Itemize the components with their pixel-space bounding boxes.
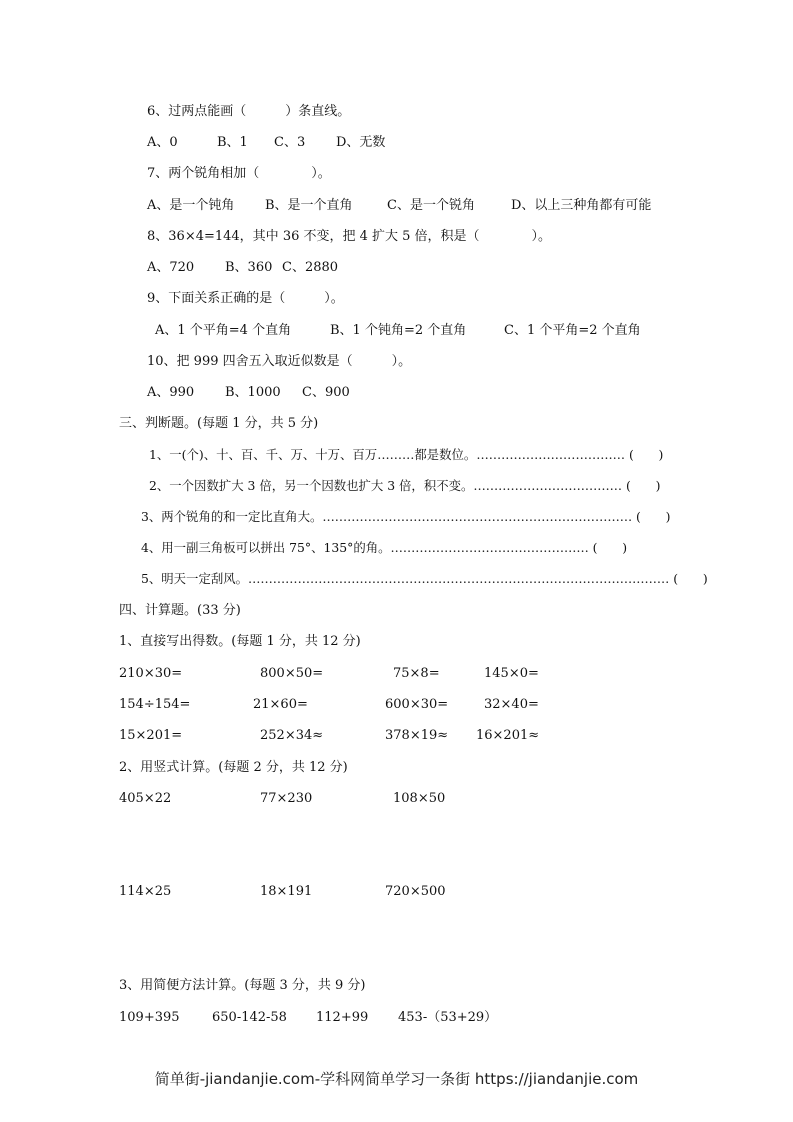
q6-option-d: D、无数	[336, 135, 386, 150]
question-6: 6、过两点能画（ ）条直线。	[147, 104, 351, 119]
calc-heading: 四、计算题。(33 分)	[119, 603, 241, 618]
question-9: 9、下面关系正确的是（ ）。	[147, 291, 344, 306]
judge-item-1: 1、一(个)、十、百、千、万、十万、百万………都是数位。……………………………… ( )	[149, 447, 664, 462]
direct-calc-item: 21×60=	[253, 697, 308, 712]
q7-option-a: A、是一个钝角	[147, 198, 235, 213]
direct-calc-item: 145×0=	[484, 666, 539, 681]
question-8: 8、36×4=144，其中 36 不变，把 4 扩大 5 倍，积是（ ）。	[147, 229, 552, 244]
q6-option-b: B、1	[217, 135, 248, 150]
question-10: 10、把 999 四舍五入取近似数是（ ）。	[147, 354, 412, 369]
simple-calc-item: 453-（53+29）	[398, 1010, 498, 1025]
vertical-calc-item: 405×22	[119, 791, 172, 806]
question-7: 7、两个锐角相加（ ）。	[147, 166, 331, 181]
vertical-calc-item: 18×191	[260, 884, 313, 899]
judge-item-2: 2、一个因数扩大 3 倍，另一个因数也扩大 3 倍，积不变。……………………………… ( )	[149, 478, 661, 493]
direct-calc-item: 600×30=	[385, 697, 449, 712]
judge-heading: 三、判断题。(每题 1 分，共 5 分)	[119, 416, 319, 431]
direct-calc-heading: 1、直接写出得数。(每题 1 分，共 12 分)	[119, 634, 361, 649]
q7-option-d: D、以上三种角都有可能	[511, 198, 652, 213]
q10-option-a: A、990	[147, 385, 195, 400]
simple-calc-heading: 3、用简便方法计算。(每题 3 分，共 9 分)	[119, 978, 366, 993]
footer-site-text: 简单街-jiandanjie.com-学科网简单学习一条街 https://jiandanjie.com	[154, 1070, 639, 1088]
simple-calc-item: 650-142-58	[212, 1010, 287, 1025]
vertical-calc-item: 108×50	[393, 791, 446, 806]
direct-calc-item: 210×30=	[119, 666, 183, 681]
vertical-calc-item: 114×25	[119, 884, 172, 899]
q6-option-a: A、0	[147, 135, 178, 150]
q10-option-c: C、900	[302, 385, 350, 400]
direct-calc-item: 154÷154=	[119, 697, 191, 712]
q7-option-c: C、是一个锐角	[387, 198, 475, 213]
q10-option-b: B、1000	[225, 385, 281, 400]
q7-option-b: B、是一个直角	[265, 198, 353, 213]
vertical-calc-heading: 2、用竖式计算。(每题 2 分，共 12 分)	[119, 760, 348, 775]
direct-calc-item: 252×34≈	[260, 728, 324, 743]
simple-calc-item: 109+395	[119, 1010, 180, 1025]
direct-calc-item: 378×19≈	[385, 728, 449, 743]
vertical-calc-item: 77×230	[260, 791, 313, 806]
vertical-calc-item: 720×500	[385, 884, 446, 899]
direct-calc-item: 15×201=	[119, 728, 183, 743]
direct-calc-item: 800×50=	[260, 666, 324, 681]
judge-item-5: 5、明天一定刮风。………………………………………………………………………………………… ( )	[141, 571, 708, 586]
q9-option-a: A、1 个平角=4 个直角	[155, 323, 292, 338]
q9-option-c: C、1 个平角=2 个直角	[504, 323, 641, 338]
simple-calc-item: 112+99	[316, 1010, 369, 1025]
judge-item-4: 4、用一副三角板可以拼出 75°、135°的角。………………………………………… ( )	[141, 540, 628, 555]
direct-calc-item: 75×8=	[393, 666, 440, 681]
direct-calc-item: 16×201≈	[476, 728, 540, 743]
q8-option-b: B、360	[225, 260, 273, 275]
q8-option-a: A、720	[147, 260, 195, 275]
direct-calc-item: 32×40=	[484, 697, 539, 712]
judge-item-3: 3、两个锐角的和一定比直角大。………………………………………………………………… ( )	[141, 509, 671, 524]
q9-option-b: B、1 个钝角=2 个直角	[330, 323, 467, 338]
q6-option-c: C、3	[274, 135, 306, 150]
q8-option-c: C、2880	[282, 260, 339, 275]
